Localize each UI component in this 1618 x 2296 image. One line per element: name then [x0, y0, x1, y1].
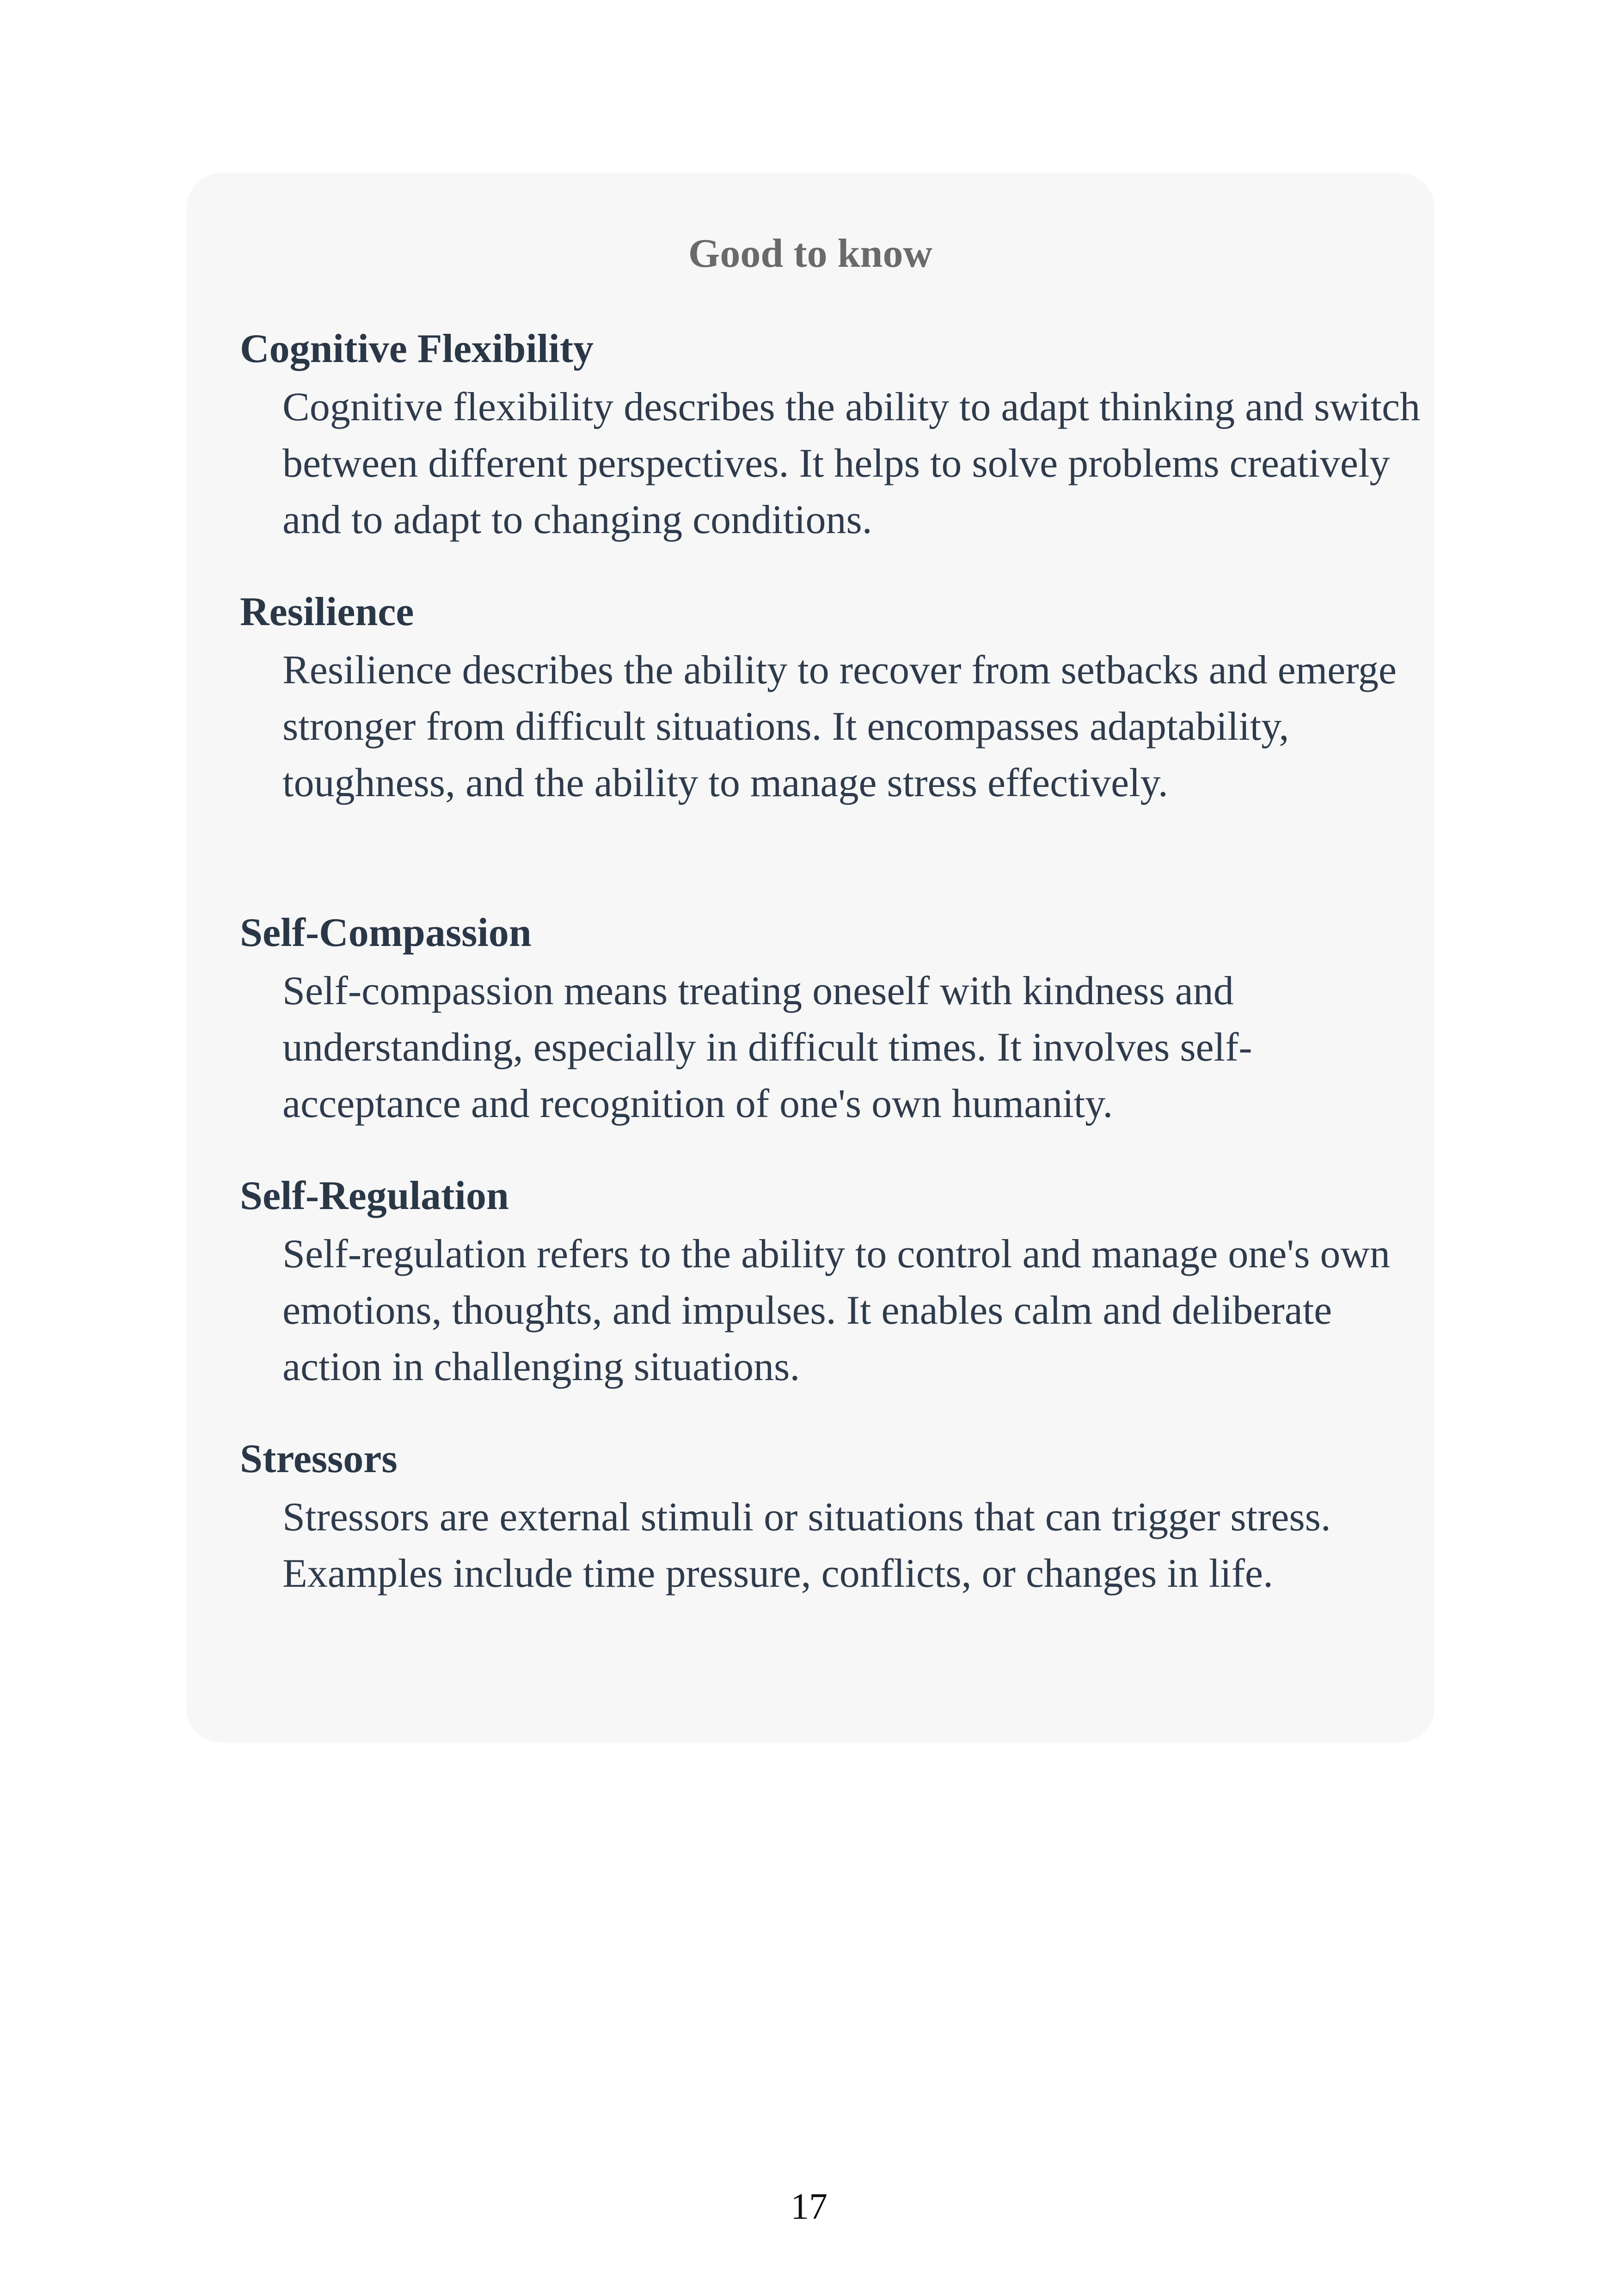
term-heading: Self-Regulation [240, 1173, 509, 1218]
term-self-compassion [240, 909, 1396, 1132]
term-cognitive-flexibility [240, 325, 1421, 548]
term-heading: Cognitive Flexibility [240, 326, 594, 371]
term-heading: Self-Compassion [240, 910, 532, 955]
page-number: 17 [791, 2186, 827, 2227]
term-stressors [240, 1435, 1396, 1602]
term-definition: Stressors are external stimuli or situations that can trigger stress. Examples include time pressure, conflicts, or changes in life. [282, 1494, 1331, 1596]
box-title: Good to know [688, 231, 933, 276]
term-self-regulation [240, 1172, 1396, 1395]
term-heading: Stressors [240, 1437, 398, 1481]
term-definition: Self-regulation refers to the ability to control and manage one's own emotions, thoughts, and impulses. It enables calm and deliberate action in challenging situations. [282, 1231, 1391, 1389]
good-to-know-box [186, 173, 1434, 1743]
term-heading: Resilience [240, 589, 414, 634]
term-definition: Cognitive flexibility describes the ability to adapt thinking and switch between different perspectives. It helps to solve problems creatively and to adapt to changing conditions. [282, 384, 1421, 542]
term-resilience [240, 588, 1396, 811]
term-definition: Self-compassion means treating oneself with kindness and understanding, especially in difficult times. It involves self-acceptance and recognition of one's own humanity. [282, 968, 1252, 1126]
term-definition: Resilience describes the ability to recover from setbacks and emerge stronger from difficult situations. It encompasses adaptability, toughness, and the ability to manage stress effectively. [282, 647, 1397, 805]
